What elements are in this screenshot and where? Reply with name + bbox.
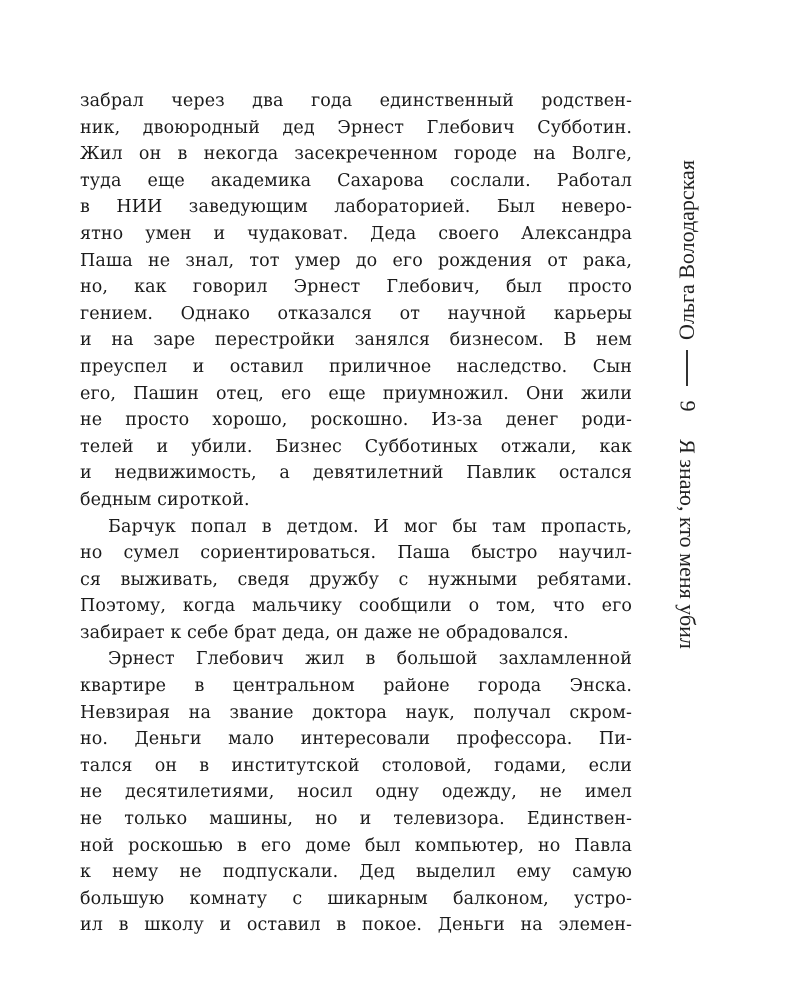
text-line: Невзирая на звание доктора наук, получал скром-	[80, 702, 632, 723]
text-line: не просто хорошо, роскошно. Из-за денег роди-	[80, 410, 632, 431]
text-line: гением. Однако отказался от научной карьеры	[80, 303, 632, 324]
text-line: к нему не подпускали. Дед выделил ему самую	[80, 862, 632, 883]
running-head-title: Я знаю, кто меня убил	[675, 439, 701, 649]
text-line: ятно умен и чудаковат. Деда своего Александра	[80, 223, 632, 244]
running-head-title-box	[652, 438, 722, 650]
text-line: Жил он в некогда засекреченном городе на Волге,	[80, 144, 632, 165]
text-line: и на заре перестройки занялся бизнесом. В нем	[80, 330, 632, 351]
text-line: ся выживать, сведя дружбу с нужными ребятами.	[80, 569, 632, 590]
text-line: большую комнату с шикарным балконом, устро-	[80, 888, 632, 909]
text-line: но, как говорил Эрнест Глебович, был просто	[80, 277, 632, 298]
page-number: 9	[675, 400, 700, 412]
text-line: квартире в центральном районе города Энска.	[80, 676, 632, 697]
text-line: и недвижимость, а девятилетний Павлик остался	[80, 463, 632, 484]
text-line: бедным сироткой.	[80, 489, 250, 510]
text-line: ил в школу и оставил в покое. Деньги на элемен-	[80, 915, 632, 936]
text-line: его, Пашин отец, его еще приумножил. Они жили	[80, 383, 632, 404]
text-line: тался он в институтской столовой, годами, если	[80, 755, 632, 776]
text-line: ник, двоюродный дед Эрнест Глебович Субботин.	[80, 117, 632, 138]
text-line: телей и убили. Бизнес Субботиных отжали, как	[80, 436, 632, 457]
text-line: туда еще академика Сахарова сослали. Работал	[80, 170, 632, 191]
text-line: не только машины, но и телевизора. Единствен-	[80, 809, 632, 830]
text-line: в НИИ заведующим лабораторией. Был неверо-	[80, 197, 632, 218]
running-head-author-box	[652, 150, 722, 350]
text-line: забирает к себе брат деда, он даже не обрадовался.	[80, 622, 569, 643]
page-number-box	[652, 386, 722, 426]
text-line: ной роскошью в его доме был компьютер, но Павла	[80, 835, 632, 856]
text-line: Поэтому, когда мальчику сообщили о том, что его	[80, 596, 632, 617]
text-line: Паша не знал, тот умер до его рождения от рака,	[80, 250, 632, 271]
text-line: Барчук попал в детдом. И мог бы там пропасть,	[108, 516, 632, 537]
text-line: Эрнест Глебович жил в большой захламленной	[108, 649, 632, 670]
running-head	[652, 150, 722, 850]
text-line: не десятилетиями, носил одну одежду, не имел	[80, 782, 632, 803]
text-line: но сумел сориентироваться. Паша быстро научил-	[80, 543, 632, 564]
running-head-author: Ольга Володарская	[674, 160, 700, 340]
running-head-divider	[686, 350, 688, 386]
text-line: но. Деньги мало интересовали профессора. Пи-	[80, 729, 632, 750]
body-text	[80, 88, 632, 939]
text-line: преуспел и оставил приличное наследство. Сын	[80, 356, 632, 377]
text-line: забрал через два года единственный родствен-	[80, 91, 632, 111]
